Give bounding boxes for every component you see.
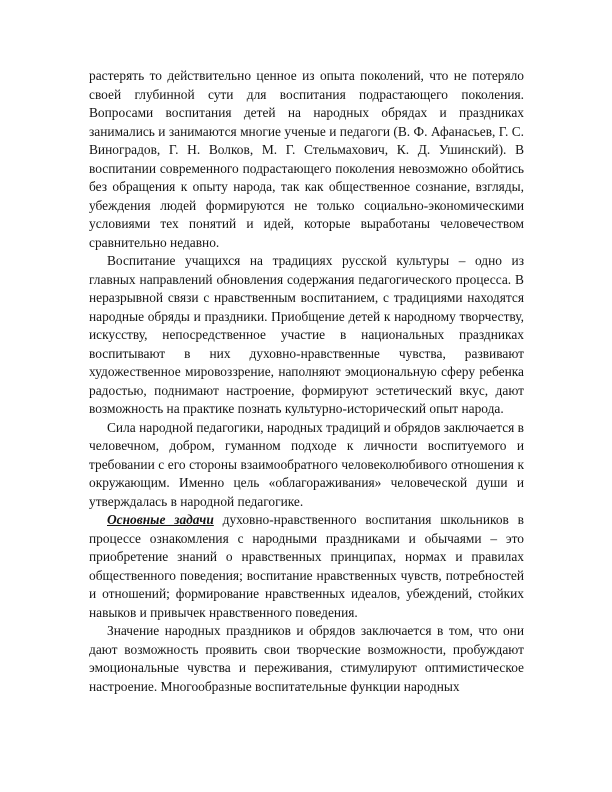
paragraph-main-tasks bbox=[89, 511, 524, 622]
paragraph-continuation: растерять то действительно ценное из опыта поколений, что не потеряло своей глубинной сути для воспитания подрастающего поколения. Вопросами воспитания детей на народных обрядах и праздниках занимались и занимаются многие ученые и педагоги (В. Ф. Афанасьев, Г. С. Виноградов, Г. Н. Волков, М. Г. Стельмахович, К. Д. Ушинский). В воспитании современного подрастающего поколения невозможно обойтись без обращения к опыту народа, так как общественное сознание, взгляды, убеждения людей формируются не только социально-экономическими условиями тех понятий и идей, которые выработаны человечеством сравнительно недавно. bbox=[89, 68, 524, 250]
document-body bbox=[89, 67, 524, 696]
paragraph-significance: Значение народных праздников и обрядов заключается в том, что они дают возможность проявить свои творческие возможности, пробуждают эмоциональные чувства и переживания, стимулируют оптимистическое настроение. Многообразные воспитательные функции народных bbox=[89, 623, 524, 694]
paragraph-folk-pedagogy: Сила народной педагогики, народных традиций и обрядов заключается в человечном, добром, гуманном подходе к личности воспитуемого и требовании с его стороны взаимообратного человеколюбивого отношения к окружающим. Именно цель «облагораживания» человеческой души и утверждалась в народной педагогике. bbox=[89, 419, 524, 509]
main-tasks-text: духовно-нравственного воспитания школьников в процессе ознакомления с народными праздниками и обычаями – это приобретение знаний о нравственных принципах, нормах и правилах общественного поведения; воспитание нравственных чувств, потребностей и отношений; формирование нравственных идеалов, убеждений, стойких навыков и привычек нравственного поведения. bbox=[89, 512, 524, 620]
main-tasks-emphasis: Основные задачи bbox=[107, 512, 214, 527]
paragraph-traditions: Воспитание учащихся на традициях русской культуры – одно из главных направлений обновления содержания педагогического процесса. В неразрывной связи с нравственным воспитанием, с традициями находятся народные обряды и праздники. Приобщение детей к народному творчеству, искусству, непосредственное участие в национальных праздниках воспитывают в них духовно-нравственные чувства, развивают художественное мировоззрение, наполняют эмоциональную сферу ребенка радостью, поднимают настроение, формируют эстетический вкус, дают возможность на практике познать культурно-исторический опыт народа. bbox=[89, 253, 524, 416]
